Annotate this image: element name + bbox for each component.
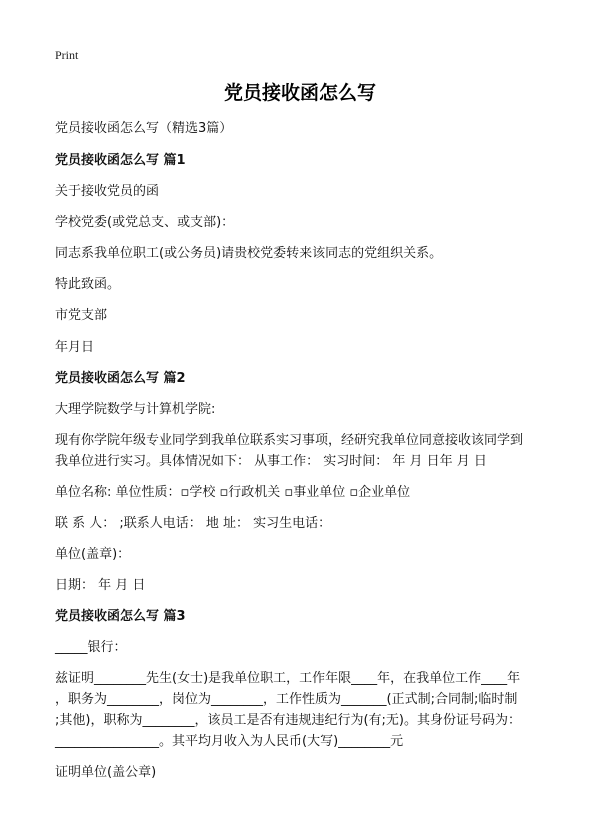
section-1-paragraph: 特此致函。: [55, 277, 121, 292]
section-3-paragraph: ;其他)，职称为________，该员工是否有违规违纪行为(有;无)。其身份证号码为：: [55, 713, 521, 728]
section-3-paragraph: 兹证明________先生(女士)是我单位职工，工作年限____年，在我单位工作____年: [55, 671, 521, 686]
section-1-paragraph: 市党支部: [55, 308, 108, 323]
section-1-heading: 党员接收函怎么写 篇1: [55, 153, 186, 168]
section-2-paragraph: 联 系 人： ;联系人电话： 地 址： 实习生电话：: [55, 516, 332, 531]
section-3-paragraph: _____银行：: [55, 640, 127, 655]
document-subtitle: 党员接收函怎么写（精选3篇）: [55, 121, 233, 136]
section-1-paragraph: 关于接收党员的函: [55, 184, 160, 199]
section-2-paragraph: 我单位进行实习。具体情况如下： 从事工作： 实习时间： 年 月 日年 月 日: [55, 454, 487, 469]
section-2-heading: 党员接收函怎么写 篇2: [55, 371, 186, 386]
section-1-paragraph: 学校党委(或党总支、或支部)：: [55, 215, 235, 230]
section-2-paragraph: 大理学院数学与计算机学院:: [55, 402, 216, 417]
section-3-heading: 党员接收函怎么写 篇3: [55, 609, 186, 624]
section-2-paragraph: 单位名称: 单位性质：▫学校 ▫行政机关 ▫事业单位 ▫企业单位: [55, 485, 411, 500]
section-3-paragraph: ，职务为________，岗位为________，工作性质为_______(正式制;合同制;临时制: [55, 692, 518, 707]
section-1-paragraph: 年月日: [55, 340, 95, 355]
section-2-paragraph: 日期： 年 月 日: [55, 578, 146, 593]
section-1-paragraph: 同志系我单位职工(或公务员)请贵校党委转来该同志的党组织关系。: [55, 246, 443, 261]
section-2-paragraph: 现有你学院年级专业同学到我单位联系实习事项，经研究我单位同意接收该同学到: [55, 433, 524, 448]
section-3-paragraph: 证明单位(盖公章): [55, 765, 157, 780]
print-link[interactable]: Print: [55, 48, 79, 62]
section-3-paragraph: ________________。其平均月收入为人民币(大写)________元: [55, 734, 404, 749]
document-title: 党员接收函怎么写: [223, 82, 376, 104]
section-2-paragraph: 单位(盖章)：: [55, 547, 131, 562]
